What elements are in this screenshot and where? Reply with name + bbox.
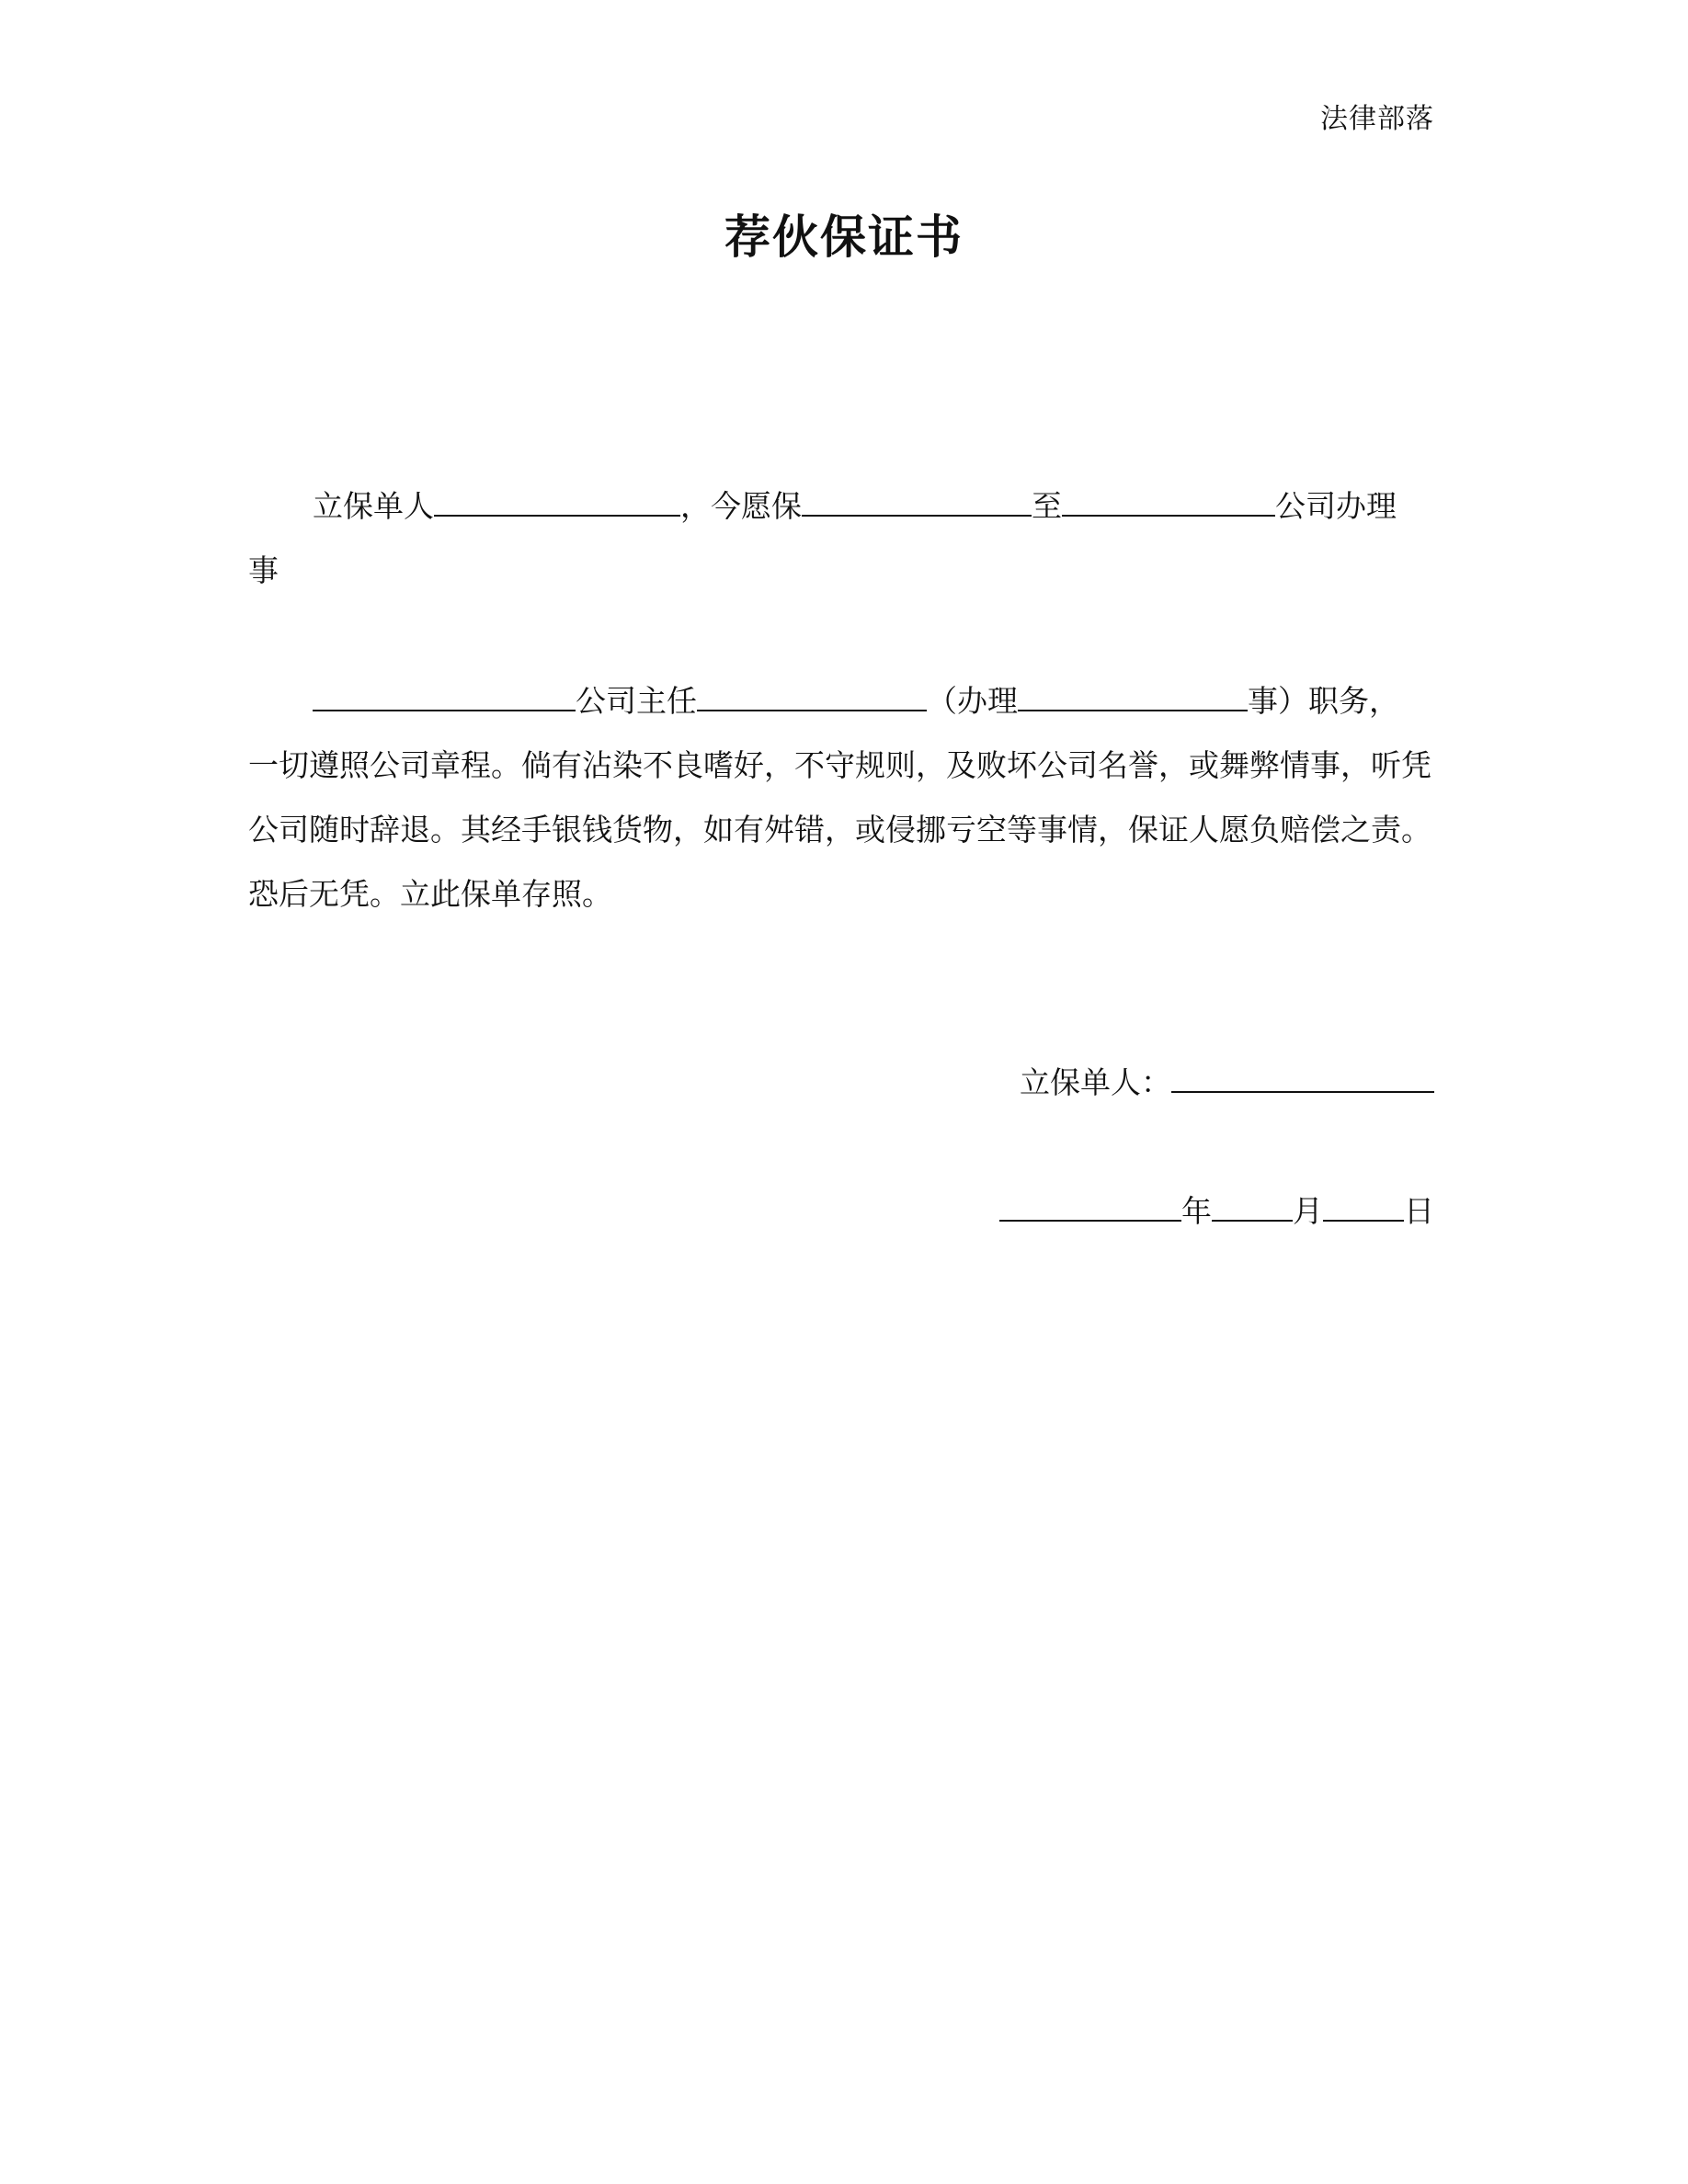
text-duty: 事）职务， [1248,683,1399,719]
blank-director-name[interactable] [697,684,927,711]
date-line [999,1184,1434,1239]
paragraph-terms [248,669,1434,927]
paragraph-guarantor [248,474,1434,603]
text-matter: 事 [248,552,279,588]
document-title: 荐伙保证书 [724,210,964,264]
blank-day[interactable] [1323,1194,1404,1222]
text-terms-body: 一切遵照公司章程。倘有沾染不良嗜好，不守规则，及败坏公司名誉，或舞弊情事，听凭公司随时辞退。其经手银钱货物，如有舛错，或侵挪亏空等事情，保证人愿负赔偿之责。恐后无凭。立此保单存照。 [248,747,1431,912]
signature-label: 立保单人： [1020,1064,1171,1100]
text-willing-guarantee: ，今愿保 [680,488,802,524]
header-note: 法律部落 [1320,103,1434,135]
date-day-label: 日 [1404,1193,1434,1229]
text-to: 至 [1032,488,1062,524]
blank-guarantor-name[interactable] [434,489,680,517]
blank-month[interactable] [1212,1194,1293,1222]
date-year-label: 年 [1181,1193,1212,1229]
date-month-label: 月 [1293,1193,1323,1229]
blank-company[interactable] [313,684,576,711]
blank-year[interactable] [999,1194,1181,1222]
text-guarantor-label: 立保单人 [313,488,434,524]
blank-handle-matter[interactable] [1018,684,1248,711]
blank-signature[interactable] [1171,1065,1434,1093]
text-company-handle: 公司办理 [1275,488,1397,524]
text-handle-open: （办理 [927,683,1018,719]
text-company-director: 公司主任 [576,683,697,719]
blank-company-name[interactable] [1062,489,1275,517]
blank-guaranteed-person[interactable] [802,489,1032,517]
signature-line [1020,1055,1434,1110]
